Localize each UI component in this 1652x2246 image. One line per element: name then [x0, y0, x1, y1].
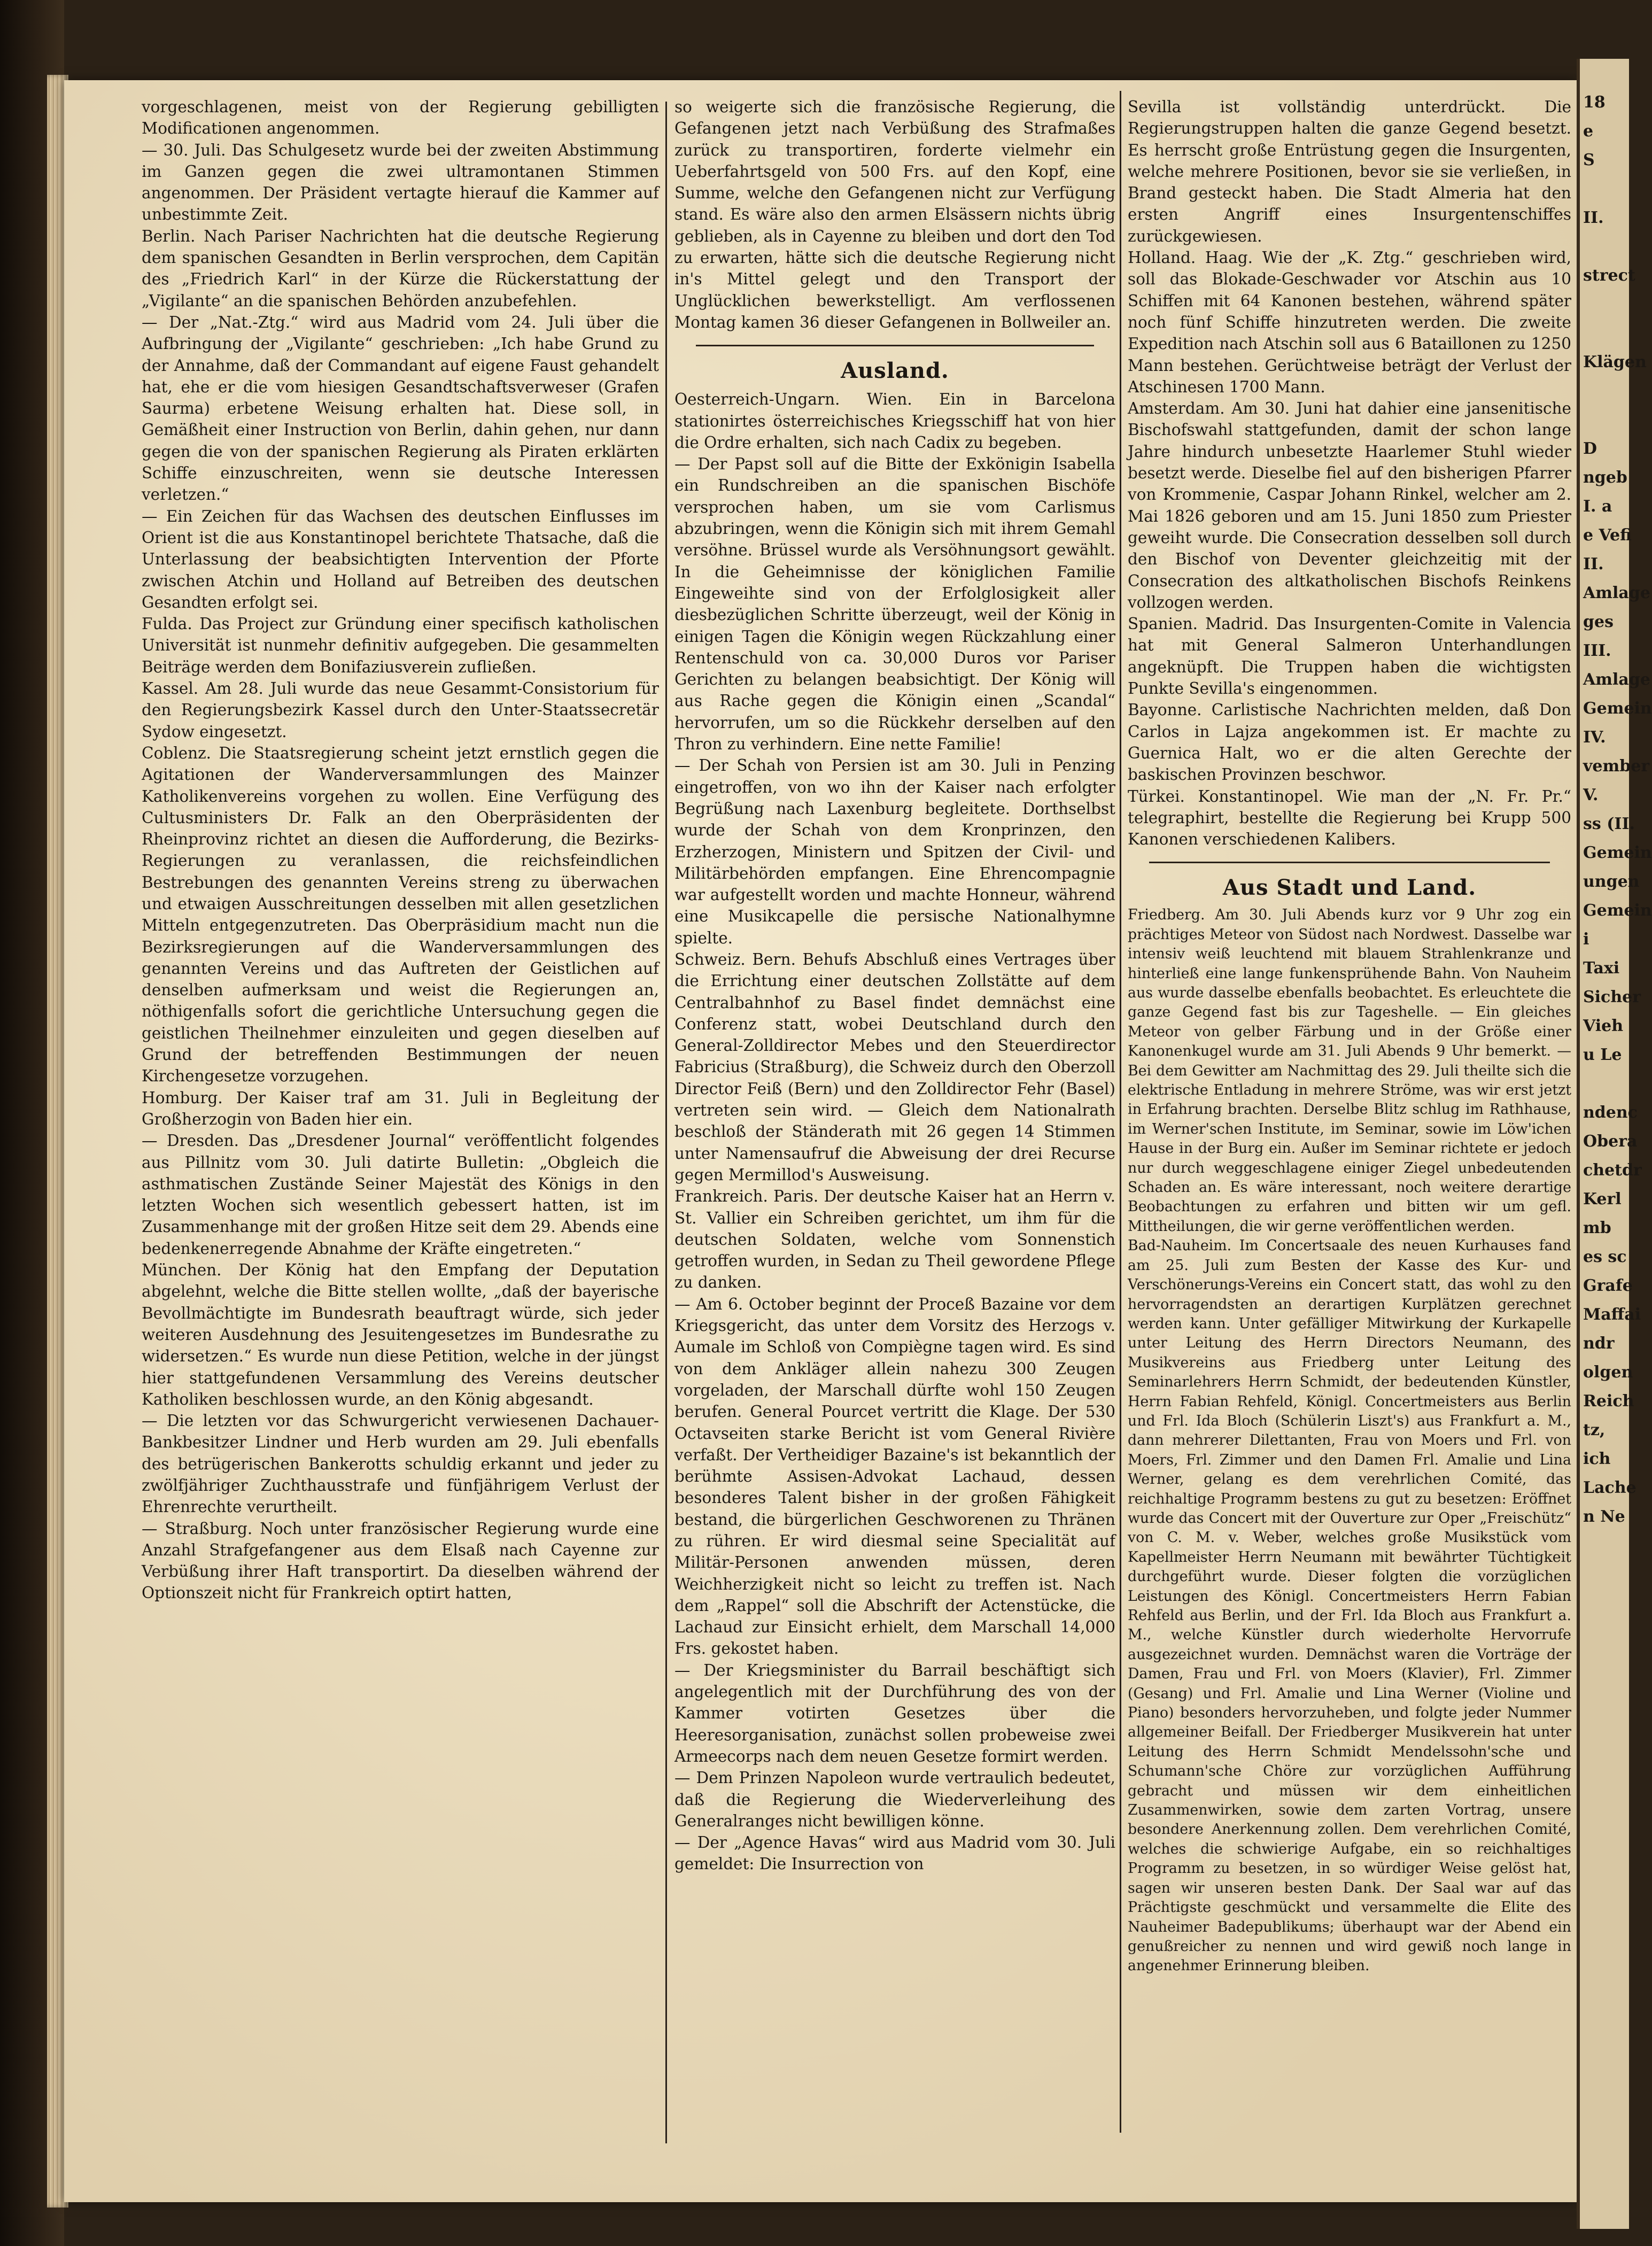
article-paragraph: — Ein Zeichen für das Wachsen des deutschen Einflusses im Orient ist die aus Konstantinopel berichtete Thatsache, daß die Unterlassung der beabsichtigten Intervention der Pforte zwischen Atchin und Holland auf Betreiben des deutschen Gesandten erfolgt sei. [142, 507, 659, 611]
adjacent-page-fragment: II. [1583, 208, 1604, 227]
adjacent-page-fragment: i [1583, 930, 1589, 949]
adjacent-page-fragment: Klägen [1583, 353, 1647, 371]
adjacent-page-fragment: Obera [1583, 1132, 1638, 1151]
adjacent-page-fragment [1583, 1072, 1629, 1101]
article-paragraph: — Der „Agence Havas“ wird aus Madrid vom 30. Juli gemeldet: Die Insurrection von [674, 1833, 1115, 1873]
adjacent-page-fragment: es sc [1583, 1248, 1627, 1266]
adjacent-page-fragment: Reich [1583, 1392, 1634, 1411]
article-paragraph: München. Der König hat den Empfang der Deputation abgelehnt, welche die Bitte stellen wollte, „daß der bayerische Bevollmächtigte im Bundesrath beauftragt würde, sich jeder weiteren Ausdehnung des Jesuitengesetzes im Bundesrathe zu widersetzen.“ Es wurde nun diese Petition, welche in der jüngst hier stattgefundenen Versammlung des Vereins deutscher Katholiken beschlossen wurde, an den König abgesandt. [142, 1261, 659, 1408]
article-paragraph: Bad-Nauheim. Im Concertsaale des neuen Kurhauses fand am 25. Juli zum Besten der Kasse des Kur- und Verschönerungs-Vereins ein Concert statt, das wohl zu den hervorragendsten an derartigen Kurplätzen gerechnet werden kann. Unter gefälliger Mitwirkung der Kurkapelle unter Leitung des Herrn Directors Neumann, des Musikvereins aus Friedberg unter Leitung des Seminarlehrers Herrn Schmidt, der bedeutenden Künstler, Herrn Fabian Rehfeld, Königl. Concertmeisters aus Berlin und Frl. Ida Bloch (Schülerin Liszt's) aus Frankfurt a. M., dann mehrerer Dilettanten, Frau von Moers und Frl. von Moers, Frl. Zimmer und den Damen Frl. Amalie und Lina Werner, gelang es dem verehrlichen Comité, das reichhaltige Programm bestens zu gut zu besetzen: Eröffnet wurde das Concert mit der Ouverture zur Oper „Freischütz“ von C. M. v. Weber, welches große Musikstück vom Kapellmeister Herrn Neumann mit bewährter Tüchtigkeit durchgeführt wurde. Dieser folgten die vorzüglichen Leistungen des Königl. Concertmeisters Herrn Fabian Rehfeld aus Berlin, und der Frl. Ida Bloch aus Frankfurt a. M., welche Künstler durch wiederholte Hervorrufe ausgezeichnet wurden. Demnächst waren die Vorträge der Damen, Frau und Frl. von Moers (Klavier), Frl. Zimmer (Gesang) und Frl. Amalie und Lina Werner (Violine und Piano) besonders hervorzuheben, und folgte jeder Nummer allgemeiner Beifall. Der Friedberger Musikverein hat unter Leitung des Herrn Schmidt Mendelssohn'sche und Schumann'sche Chöre zur vorzüglichen Aufführung gebracht und müssen wir dem einheitlichen Zusammenwirken, sowie dem zarten Vortrag, unsere besondere Anerkennung zollen. Dem verehrlichen Comité, welches die schwierige Aufgabe, ein so reichhaltiges Programm zu besetzen, in so würdiger Weise gelöst hat, sagen wir unseren besten Dank. Der Saal war auf das Prächtigste geschmückt und versammelte die Elite des Nauheimer Badepublikums; überhaupt war der Abend ein genußreicher zu nennen und wird gewiß noch lange in angenehmer Erinnerung bleiben. [1128, 1237, 1571, 1974]
column-2 [674, 96, 1115, 2143]
article-paragraph: so weigerte sich die französische Regierung, die Gefangenen jetzt nach Verbüßung des Strafmaßes zurück zu transportiren, forderte vielmehr ein Ueberfahrtsgeld von 500 Frs. auf den Kopf, eine Summe, welche den Gefangenen nicht zur Verfügung stand. Es wäre also den armen Elsässern nichts übrig geblieben, als in Cayenne zu bleiben und dort den Tod zu erwarten, hätte sich die deutsche Regierung nicht in's Mittel gelegt und den Transport der Unglücklichen bewerkstelligt. Am verflossenen Montag kamen 36 dieser Gefangenen in Bollweiler an. [674, 98, 1115, 331]
adjacent-page-fragment: olgen [1583, 1363, 1633, 1382]
adjacent-page-fragment: II. [1583, 555, 1604, 574]
article-paragraph: — Der Kriegsminister du Barrail beschäftigt sich angelegentlich mit der Durchführung des von der Kammer votirten Gesetzes über die Heeresorganisation, zunächst sollen probeweise zwei Armeecorps nach dem neuen Gesetze formirt werden. [674, 1661, 1115, 1765]
section-heading-stadt-und-land: Aus Stadt und Land. [1222, 875, 1477, 901]
adjacent-page-fragment: 18 [1583, 93, 1606, 112]
adjacent-page-fragment [1583, 322, 1629, 351]
adjacent-page-fragment: Sicher [1583, 988, 1641, 1006]
article-paragraph: Homburg. Der Kaiser traf am 31. Juli in Begleitung der Großherzogin von Baden hier ein. [142, 1088, 659, 1128]
adjacent-page-fragment: chetdr [1583, 1161, 1642, 1180]
article-paragraph: — Am 6. October beginnt der Proceß Bazaine vor dem Kriegsgericht, das unter dem Vorsitz des Herzogs v. Aumale im Schloß von Compiègne tagen wird. Es sind von dem Ankläger allein nahezu 300 Zeugen vorgeladen, der Marschall dürfte wohl 150 Zeugen berufen. General Pourcet vertritt die Klage. Der 530 Octavseiten starke Bericht ist vom General Rivière verfaßt. Der Vertheidiger Bazaine's ist bekanntlich der berühmte Assisen-Advokat Lachaud, dessen besonderes Talent bisher in der großen Fähigkeit bestand, die bürgerlichen Geschworenen zu Thränen zu rühren. Er wird diesmal seine Specialität auf Militär-Personen anwenden müssen, deren Weichherzigkeit nicht so leicht zu treffen ist. Nach dem „Rappel“ soll die Abschrift der Actenstücke, die Lachaud zur Einsicht erhielt, dem Marschall 14,000 Frs. gekostet haben. [674, 1295, 1115, 1658]
article-paragraph: Türkei. Konstantinopel. Wie man der „N. Fr. Pr.“ telegraphirt, bestellte die Regierung bei Krupp 500 Kanonen verschiedenen Kalibers. [1128, 787, 1571, 849]
article-paragraph: — Dresden. Das „Dresdener Journal“ veröffentlicht folgendes aus Pillnitz vom 30. Juli datirte Bulletin: „Obgleich die asthmatischen Zustände Seiner Majestät des Königs in den letzten Wochen sich wesentlich gebessert hatten, ist im Zusammenhange mit der großen Hitze seit dem 29. Abends eine bedenkenerregende Abnahme der Kräfte eingetreten.“ [142, 1132, 659, 1258]
adjacent-page-fragment: ungen [1583, 872, 1640, 891]
adjacent-page-fragment: vember [1583, 757, 1650, 776]
article-paragraph: Bayonne. Carlistische Nachrichten melden, daß Don Carlos in Lajza angekommen ist. Er machte zu Guernica Halt, wo er die alten Gerechte der baskischen Provinzen beschwor. [1128, 701, 1571, 784]
article-paragraph: Kassel. Am 28. Juli wurde das neue Gesammt-Consistorium für den Regierungsbezirk Kassel durch den Unter-Staatssecretär Sydow eingesetzt. [142, 679, 659, 741]
adjacent-page-fragment: IV. [1583, 728, 1606, 747]
adjacent-page-fragment: ngeb [1583, 468, 1627, 487]
adjacent-page-fragment [1583, 380, 1629, 408]
column-3 [1128, 96, 1571, 2143]
article-paragraph: vorgeschlagenen, meist von der Regierung gebilligten Modificationen angenommen. [142, 98, 659, 138]
article-paragraph: — 30. Juli. Das Schulgesetz wurde bei der zweiten Abstimmung im Ganzen gegen die zwei ultramontanen Stimmen angenommen. Der Präsident vertagte hierauf die Kammer auf unbestimmte Zeit. [142, 141, 659, 224]
adjacent-page-fragment: Gemein [1583, 901, 1652, 920]
article-paragraph: Berlin. Nach Pariser Nachrichten hat die deutsche Regierung dem spanischen Gesandten in Berlin versprochen, dem Capitän des „Friedrich Karl“ in der Kürze die Rückerstattung der „Vigilante“ an die spanischen Behörden anzubefehlen. [142, 227, 659, 310]
adjacent-page-fragment: V. [1583, 786, 1599, 804]
adjacent-page-fragment: ich [1583, 1450, 1611, 1468]
adjacent-page-fragment: strect [1583, 266, 1635, 285]
adjacent-page-fragment: Taxi [1583, 959, 1620, 978]
adjacent-page-fragment: u Le [1583, 1045, 1622, 1064]
adjacent-page-strip [1577, 59, 1652, 2229]
adjacent-page-fragment: Maffai [1583, 1305, 1641, 1324]
adjacent-page-fragment: ges [1583, 613, 1614, 631]
adjacent-page-fragment: Vieh [1583, 1017, 1624, 1035]
article-paragraph: — Straßburg. Noch unter französischer Regierung wurde eine Anzahl Strafgefangener aus dem Elsaß nach Cayenne zur Verbüßung ihrer Haft transportirt. Da dieselben während der Optionszeit nicht für Frankreich optirt hatten, [142, 1519, 659, 1602]
article-paragraph: — Dem Prinzen Napoleon wurde vertraulich bedeutet, daß die Regierung die Wiederverleihung des Generalranges nicht bewilligen könne. [674, 1769, 1115, 1830]
article-paragraph: Sevilla ist vollständig unterdrückt. Die Regierungstruppen halten die ganze Gegend besetzt. Es herrscht große Entrüstung gegen die Insurgenten, welche mehrere Positionen, bevor sie sie verließen, in Brand gesteckt haben. Die Stadt Almeria hat den ersten Angriff eines Insurgentenschiffes zurückgewiesen. [1128, 98, 1571, 245]
adjacent-page-fragment: tz, [1583, 1421, 1606, 1439]
article-paragraph: Friedberg. Am 30. Juli Abends kurz vor 9 Uhr zog ein prächtiges Meteor von Südost nach Nordwest. Dasselbe war intensiv weiß leuchtend mit blauem Strahlenkranze und hinterließ eine lange funkensprühende Bahn. Von Nauheim aus wurde dasselbe ebenfalls beobachtet. Es erleuchtete die ganze Gegend fast bis zur Tageshelle. — Ein gleiches Meteor von gelber Färbung und in der Größe einer Kanonenkugel wurde am 31. Juli Abends 9 Uhr bemerkt. — Bei dem Gewitter am Nachmittag des 29. Juli theilte sich die elektrische Entladung in mehrere Ströme, was wir erst jetzt in Erfahrung brachten. Derselbe Blitz schlug im Rathhause, im Werner'schen Institute, im Seminar, sowie im Löw'ichen Hause in der Burg ein. Außer im Seminar richtete er jedoch nur durch weggeschlagene einiger Ziegel unbedeutenden Schaden an. Es wäre interessant, noch weitere derartige Beobachtungen zu erfahren und bitten wir um gefl. Mittheilungen, die wir gerne veröffentlichen werden. [1128, 907, 1571, 1235]
adjacent-page-fragment: Gemein [1583, 843, 1652, 862]
adjacent-page-fragment: mb [1583, 1219, 1611, 1237]
adjacent-page-fragment: n Ne [1583, 1507, 1625, 1526]
adjacent-page-fragment: Grafe [1583, 1276, 1633, 1295]
adjacent-page-fragment [1583, 177, 1629, 206]
article-paragraph: Holland. Haag. Wie der „K. Ztg.“ geschrieben wird, soll das Blokade-Geschwader vor Atschin aus 10 Schiffen mit 64 Kanonen bestehen, während später noch fünf Schiffe hinzutreten werden. Die zweite Expedition nach Atschin soll aus 6 Bataillonen zu 1250 Mann bestehen. Gerüchtweise beträgt der Verlust der Atschinesen 1700 Mann. [1128, 249, 1571, 396]
adjacent-page-fragment: D [1583, 439, 1597, 458]
adjacent-page-fragment: Gemein [1583, 699, 1652, 718]
adjacent-page-fragment: ndenc [1583, 1103, 1638, 1122]
article-paragraph: — Der „Nat.-Ztg.“ wird aus Madrid vom 24. Juli über die Aufbringung der „Vigilante“ geschrieben: „Ich habe Grund zu der Annahme, daß der Commandant auf eigene Faust gehandelt hat, ehe er die vom hiesigen Gesandtschaftsverweser (Grafen Saurma) erbetene Weisung erhalten hat. Diese soll, in Gemäßheit einer Instruction von Berlin, dahin gehen, nur dann gegen die von der spanischen Regierung als Piraten erklärten Schiffe einzuschreiten, wenn sie deutsche Interessen verletzen.“ [142, 313, 659, 504]
adjacent-page-fragment: Amlage [1583, 670, 1650, 689]
article-paragraph: Oesterreich-Ungarn. Wien. Ein in Barcelona stationirtes österreichisches Kriegsschiff hat von hier die Ordre erhalten, sich nach Cadix zu begeben. [674, 390, 1115, 452]
article-paragraph: Fulda. Das Project zur Gründung einer specifisch katholischen Universität ist nunmehr definitiv aufgegeben. Die gesammelten Beiträge werden dem Bonifaziusverein zufließen. [142, 615, 659, 676]
adjacent-page-fragment [1583, 293, 1629, 322]
article-paragraph: — Der Schah von Persien ist am 30. Juli in Penzing eingetroffen, von wo ihn der Kaiser nach erfolgter Begrüßung nach Laxenburg begleitete. Dorthselbst wurde der Schah von dem Kronprinzen, den Erzherzogen, Ministern und Spitzen der Civil- und Militärbehörden empfangen. Eine Ehrencompagnie war aufgestellt worden und machte Honneur, während eine Musikcapelle die persische Nationalhymne spielte. [674, 756, 1115, 947]
article-paragraph: Amsterdam. Am 30. Juni hat dahier eine jansenitische Bischofswahl stattgefunden, damit der schon lange Jahre hindurch unbesetzte Haarlemer Stuhl wieder besetzt werde. Dieselbe fiel auf den bisherigen Pfarrer von Krommenie, Caspar Johann Rinkel, welcher am 2. Mai 1826 geboren und am 15. Juni 1850 zum Priester geweiht wurde. Die Consecration desselben soll durch den Bischof von Deventer gleichzeitig mit der Consecration des altkatholischen Bischofs Reinkens vollzogen werden. [1128, 399, 1571, 611]
adjacent-page-fragment: III. [1583, 641, 1611, 660]
adjacent-page-fragment: e Vefi [1583, 526, 1632, 545]
section-rule [1149, 862, 1550, 863]
adjacent-page-fragment [1583, 235, 1629, 264]
column-divider [1120, 91, 1121, 2133]
adjacent-page-fragment: Amlage [1583, 584, 1650, 602]
adjacent-page-fragment [1583, 408, 1629, 437]
article-paragraph: Coblenz. Die Staatsregierung scheint jetzt ernstlich gegen die Agitationen der Wanderversammlungen des Mainzer Katholikenvereins vorgehen zu wollen. Eine Verfügung des Cultusministers Dr. Falk an den Oberpräsidenten der Rheinprovinz richtet an diesen die Aufforderung, die Bezirks-Regierungen zu veranlassen, die reichsfeindlichen Bestrebungen des genannten Vereins streng zu überwachen und etwaigen Ausschreitungen desselben mit allen gesetzlichen Mitteln entgegenzutreten. Das Oberpräsidium macht nun die Bezirksregierungen auf die Wanderversammlungen des genannten Vereins und das Auftreten der Geistlichen auf denselben aufmerksam und weist die Regierungen an, nöthigenfalls sofort die gerichtliche Untersuchung gegen die geistlichen Theilnehmer einzuleiten und gegen dieselben auf Grund der betreffenden Bestimmungen der neuen Kirchengesetze vorzugehen. [142, 743, 659, 1086]
adjacent-page-fragment: Lache [1583, 1478, 1637, 1497]
article-paragraph: Schweiz. Bern. Behufs Abschluß eines Vertrages über die Errichtung einer deutschen Zollstätte auf dem Centralbahnhof zu Basel findet demnächst eine Conferenz statt, wobei Deutschland durch den General-Zolldirector Mebes und den Steuerdirector Fabricius (Straßburg), die Schweiz durch den Oberzoll Director Feiß (Bern) und den Zolldirector Fehr (Basel) vertreten sein wird. — Gleich dem Nationalrath beschloß der Ständerath mit 26 gegen 14 Stimmen unter Namensaufruf die Abweisung der drei Recurse gegen Mermillod's Ausweisung. [674, 950, 1115, 1184]
adjacent-page-fragment: S [1583, 151, 1595, 169]
adjacent-page-fragment: ss (II. [1583, 815, 1635, 833]
column-1 [142, 96, 659, 2143]
article-paragraph: — Die letzten vor das Schwurgericht verwiesenen Dachauer-Bankbesitzer Lindner und Herb wurden am 29. Juli ebenfalls des betrügerischen Bankerotts schuldig erkannt und jeder zu zwölfjähriger Zuchthausstrafe und fünfjährigem Verlust der Ehrenrechte verurtheilt. [142, 1412, 659, 1516]
article-paragraph: — Der Papst soll auf die Bitte der Exkönigin Isabella ein Rundschreiben an die spanischen Bischöfe versprochen haben, um sie vom Carlismus abzubringen, wenn die Königin sich mit ihrem Gemahl versöhne. Brüssel wurde als Versöhnungsort gewählt. In die Geheimnisse der königlichen Familie Eingeweihte sind von der Erfolglosigkeit aller diesbezüglichen Schritte überzeugt, weil der König in einigen Tagen die Königin wegen Rückzahlung einer Rentenschuld von ca. 30,000 Duros vor Pariser Gerichten zu belangen beabsichtigt. Der König will aus Rache gegen die Königin einen „Scandal“ hervorrufen, um so die Rückkehr derselben auf den Thron zu verhindern. Eine nette Familie! [674, 455, 1115, 754]
article-paragraph: Frankreich. Paris. Der deutsche Kaiser hat an Herrn v. St. Vallier ein Schreiben gerichtet, um ihm für die deutschen Soldaten, welche vom Sonnenstich getroffen wurden, in Sedan zu Theil gewordene Pflege zu danken. [674, 1187, 1115, 1292]
section-rule [696, 345, 1094, 346]
adjacent-page-fragment: e [1583, 122, 1594, 141]
article-paragraph: Spanien. Madrid. Das Insurgenten-Comite in Valencia hat mit General Salmeron Unterhandlungen angeknüpft. Die Truppen haben die wichtigsten Punkte Sevilla's eingenommen. [1128, 615, 1571, 698]
section-heading-ausland: Ausland. [841, 358, 949, 384]
adjacent-page-fragment: I. a [1583, 497, 1612, 516]
adjacent-page-fragment: Kerl [1583, 1190, 1622, 1209]
adjacent-page-fragments [1583, 91, 1652, 1534]
column-divider [665, 102, 667, 2143]
adjacent-page-fragment: ndr [1583, 1334, 1615, 1353]
